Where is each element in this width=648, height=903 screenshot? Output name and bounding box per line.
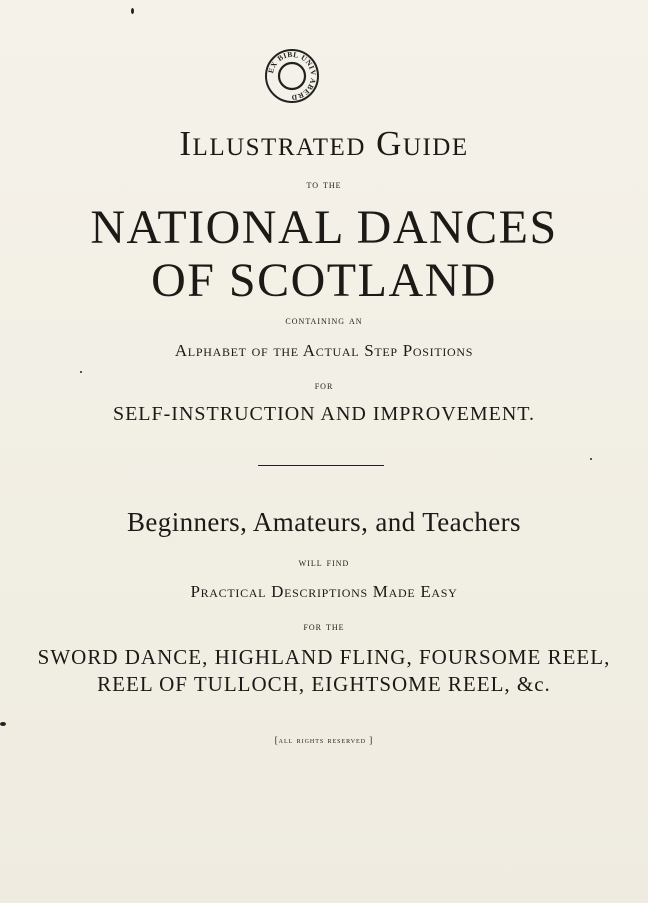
paper-speck (0, 722, 6, 726)
dances-line-1: SWORD DANCE, HIGHLAND FLING, FOURSOME REEL, (37, 645, 611, 669)
subtitle-for: for (314, 378, 334, 392)
library-stamp (264, 48, 320, 104)
title-line-4: OF SCOTLAND (151, 254, 497, 307)
divider-rule (258, 465, 384, 466)
title-line-3: NATIONAL DANCES (90, 201, 558, 254)
paper-speck (590, 458, 592, 460)
subtitle-alphabet: Alphabet of the Actual Step Positions (174, 341, 474, 360)
paper-speck (131, 8, 134, 14)
paper-speck (80, 371, 82, 373)
dances-line-2: REEL OF TULLOCH, EIGHTSOME REEL, &c. (97, 672, 551, 696)
stamp-text: EX BIBL UNIV ABERD (266, 49, 319, 103)
beginners-heading: Beginners, Amateurs, and Teachers (127, 507, 521, 537)
subtitle-self-instruction: SELF-INSTRUCTION AND IMPROVEMENT. (112, 403, 536, 425)
subtitle-containing: containing an (285, 313, 363, 327)
rights-notice: [all rights reserved ] (274, 735, 374, 745)
for-the: for the (303, 619, 345, 633)
practical-descriptions: Practical Descriptions Made Easy (190, 582, 458, 601)
will-find: will find (298, 555, 350, 569)
title-line-1: Illustrated Guide (179, 124, 469, 163)
title-line-2: to the (306, 177, 342, 191)
